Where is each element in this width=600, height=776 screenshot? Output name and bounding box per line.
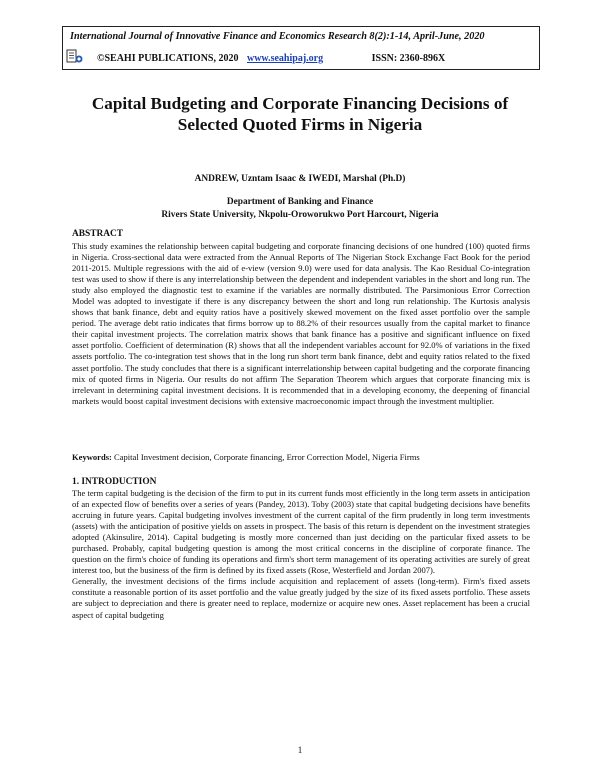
abstract-text: This study examines the relationship between capital budgeting and corporate financing decisions of one hundred (100) quoted firms in Nigeria. Cross-sectional data were extracted from the Annual Reports of The Nigerian Stock Exchange Fact Book for the period 2011-2015. Multiple regressions with the aid of e-view (version 9.0) were used for data analysis. The Kao Residual Co-integration test was used to show if there is any interrelationship between the dependent and independent variables in the short and long run. The study also employed the diagnostic test to examine if the variables are normally distributed. The Parsimonious Error Correction Model was adopted to investigate if there is any discrepancy between the short and long run relationship. The Kurtosis analysis shows that bank finance, debt and equity ratios have a positively skewed movement on the fixed asset portfolio over the sample period. The average debt ratio indicates that firms borrow up to 88.2% of their resources usually from the capital market to finance their capital investment projects. The correlation matrix shows that bank finance has a positive and significant influence on fixed asset portfolio. Coefficient of determination (R) shows that all the independent variables account for 92.0% of variations in the fixed assets portfolio. The co-integration test shows that in the long run short term bank finance, debt and equity ratios related to the fixed asset portfolio. The study concludes that there is a significant interrelationship between capital budgeting and the corporate financing mix of quoted firms in Nigeria. Our results do not affirm The Separation Theorem which argues that corporate financing mix is irrelevant in determining capital investment decisions. It is recommended that in a developing economy, the deepening of financial markets would boost capital investment decisions with extensive macroeconomic impact through the investment multiplier.	[72, 241, 530, 406]
seahi-logo-icon	[66, 49, 84, 65]
paper-title-line-1: Capital Budgeting and Corporate Financing Decisions of	[91, 94, 509, 113]
keywords-list: Capital Investment decision, Corporate financing, Error Correction Model, Nigeria Firms	[114, 452, 420, 462]
keywords-label: Keywords:	[72, 452, 112, 462]
page-number: 1	[297, 745, 303, 755]
publisher-url-link[interactable]: www.seahipaj.org	[246, 53, 324, 64]
issn: ISSN: 2360-896X	[371, 53, 446, 64]
introduction-body	[72, 488, 530, 621]
abstract-heading: ABSTRACT	[72, 229, 124, 239]
introduction-paragraph-1: The term capital budgeting is the decision of the firm to put in its current funds most efficiently in the long term assets in anticipation of an expected flow of benefits over a series of years (Pandey, 2013). Toby (2003) state that capital budgeting decisions have benefits accruing in future years. Capital budgeting involves investment of the current capital of the firm prudently in long term investments (assets) with the anticipation of positive yields on assets in prospect. The basis of this return is dependent on the investment strategies adopted (Akinsulire, 2014). Capital budgeting is mostly more concerned than just deciding on the particular fixed assets to be purchased. Probably, capital budgeting question is among the most critical concerns in the discipline of corporate finance. The question on the firm's choice of funding its operations and firm's short term management of its operating activities are surely of great interest too, but the business of the firm is defined by its fixed assets (Rose, Westerfield and Jordan 2007).	[72, 488, 530, 576]
affiliation	[0, 196, 600, 222]
university: Rivers State University, Nkpolu-Oroworukwo Port Harcourt, Nigeria	[161, 210, 439, 220]
paper-title	[40, 93, 560, 135]
keywords	[72, 452, 530, 462]
introduction-paragraph-2: Generally, the investment decisions of the firms include acquisition and replacement of assets (long-term). Firm's fixed assets constitute a reasonable portion of its asset portfolio and the value greatly judged by the size of its fixed assets portfolio. These assets are subject to depreciation and there is greater need to replace, modernize or acquire new ones. Asset replacement has been a crucial aspect of capital budgeting	[72, 576, 530, 620]
publisher-name: ©SEAHI PUBLICATIONS, 2020	[97, 53, 239, 64]
authors: ANDREW, Uzntam Isaac & IWEDI, Marshal (Ph.D)	[194, 174, 406, 184]
introduction-heading: 1. INTRODUCTION	[72, 477, 157, 487]
paper-title-line-2: Selected Quoted Firms in Nigeria	[177, 115, 423, 134]
department: Department of Banking and Finance	[226, 197, 374, 207]
publisher-line	[97, 53, 445, 64]
journal-citation: International Journal of Innovative Finance and Economics Research 8(2):1-14, April-June, 2020	[70, 31, 485, 42]
